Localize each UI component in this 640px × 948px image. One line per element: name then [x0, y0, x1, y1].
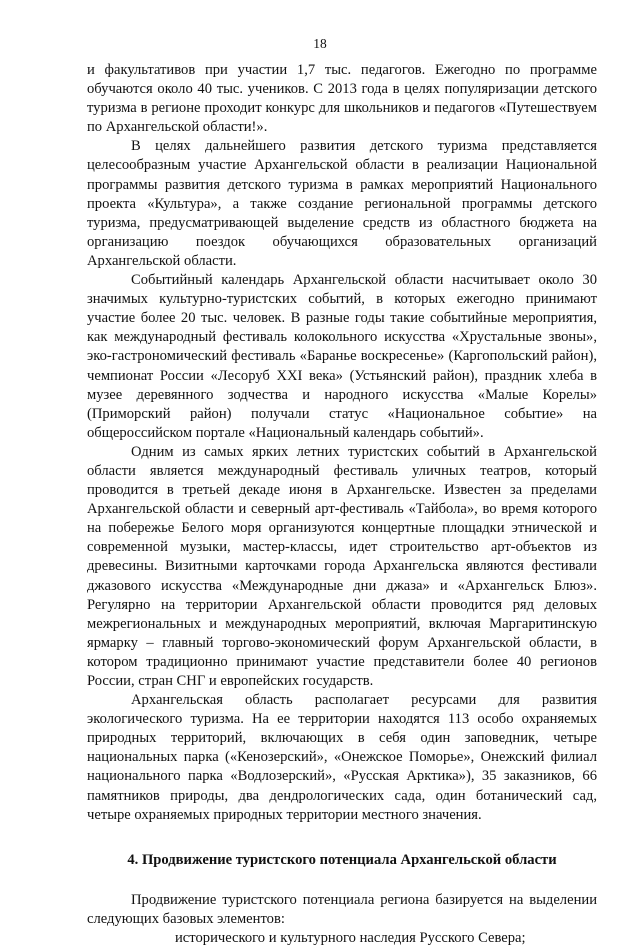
section-heading: 4. Продвижение туристского потенциала Архангельской области [127, 851, 557, 868]
paragraph-event-calendar: Событийный календарь Архангельской области насчитывает около 30 значимых культурно-туристских событий, в которых ежегодно принимают участие более 20 тыс. человек. В разные годы такие событийные мероприятия, как международный фестиваль колокольного искусства «Хрустальные звоны», эко-гастрономический фестиваль «Баранье воскресенье» (Каргопольский район), чемпионат России «Лесоруб XXI века» (Устьянский район), праздник хлеба в музее деревянного зодчества и народного искусства «Малые Корелы» (Приморский район) получали статус «Национальное событие» на общероссийском портале «Национальный календарь событий». [87, 272, 597, 441]
paragraph-summer-events: Одним из самых ярких летних туристских событий в Архангельской области является международный фестиваль уличных театров, который проводится в третьей декаде июня в Архангельске. Известен за пределами Архангельской области и северный арт-фестиваль «Тайбола», во время которого на побережье Белого моря организуются концертные площадки этнической и современной музыки, мастер-классы, идет строительство арт-объектов из древесины. Визитными карточками города Архангельска являются фестивали джазового искусства «Международные дни джаза» и «Архангельск Блюз». Регулярно на территории Архангельской области проводится ряд деловых межрегиональных и международных мероприятий, включая Маргаритинскую ярмарку – главный торгово-экономический форум Архангельской области, в котором традиционно принимают участие представители более 40 регионов России, стран СНГ и европейских государств. [87, 443, 597, 689]
page-number: 18 [313, 36, 327, 51]
section-intro: Продвижение туристского потенциала региона базируется на выделении следующих базовых элементов: [87, 891, 597, 927]
paragraph-national-program: В целях дальнейшего развития детского туризма представляется целесообразным участие Архангельской области в реализации Национальной программы развития детского туризма в рамках мероприятий Национального проекта «Культура», а также создание региональной программы детского туризма, предусматривающей выделение средств из областного бюджета на организацию поездок обучающихся образовательных организаций Архангельской области. [87, 138, 597, 269]
list-item: исторического и культурного наследия Русского Севера; [175, 930, 526, 947]
document-body [87, 61, 597, 948]
paragraph-eco-tourism: Архангельская область располагает ресурсами для развития экологического туризма. На ее территории находятся 113 особо охраняемых природных территорий, включающих в себя один заповедник, четыре национальных парка («Кенозерский», «Онежское Поморье», Онежский филиал национального парка «Водлозерский», «Русская Арктика»), 35 заказников, 66 памятников природы, два дендрологических сада, один ботанический сад, четыре охраняемых природных территории местного значения. [87, 692, 597, 823]
paragraph-children-tourism-continued: и факультативов при участии 1,7 тыс. педагогов. Ежегодно по программе обучаются около 40 тыс. учеников. С 2013 года в целях популяризации детского туризма в регионе проходит конкурс для школьников и педагогов «Путешествуем по Архангельской области!». [87, 62, 597, 136]
